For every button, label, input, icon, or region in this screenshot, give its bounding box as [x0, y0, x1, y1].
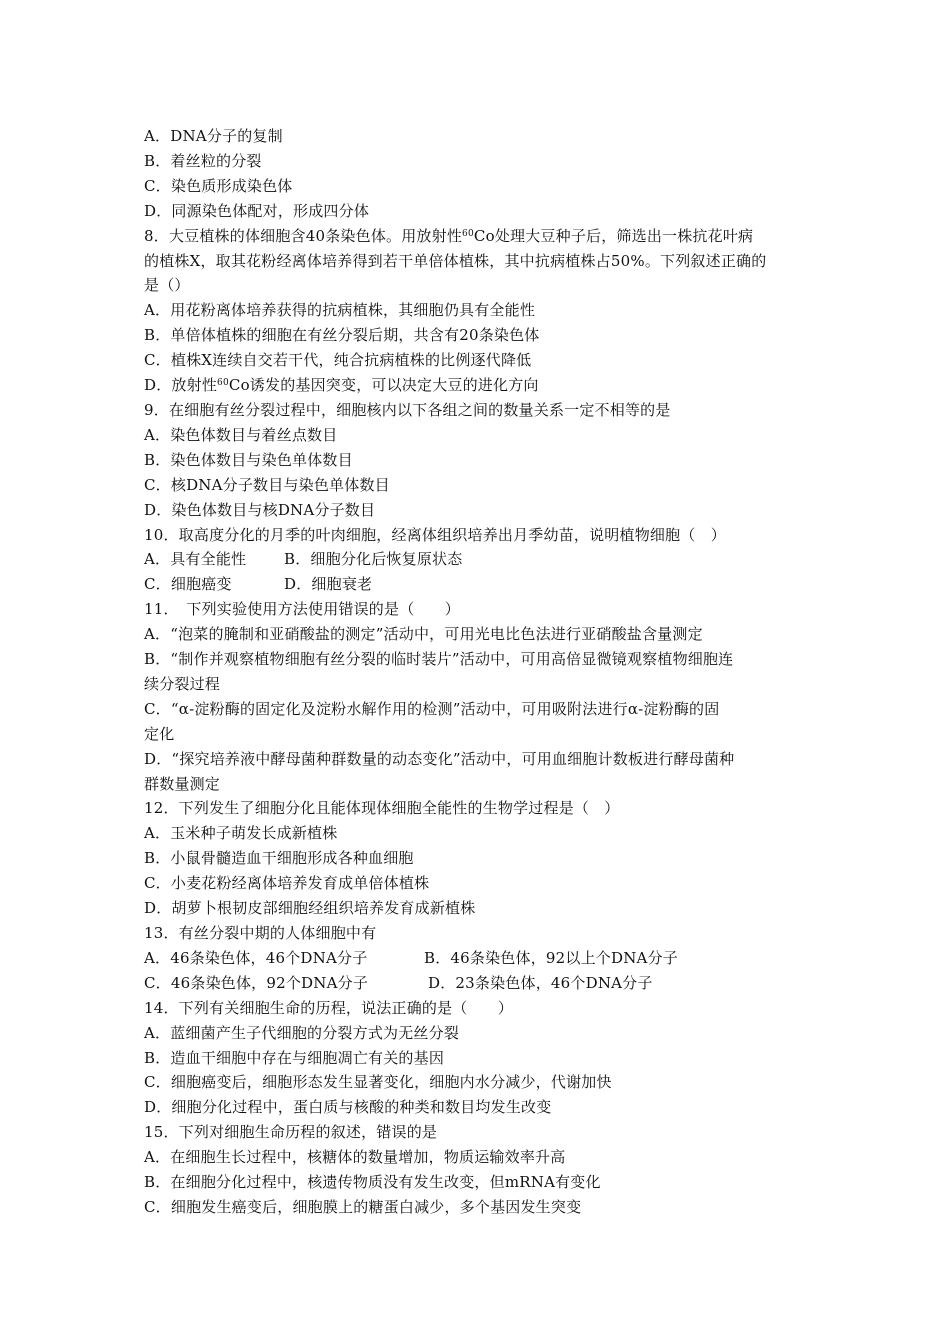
q11-option-d-line1: D．“探究培养液中酵母菌种群数量的动态变化”活动中，可用血细胞计数板进行酵母菌种 [144, 749, 735, 768]
q8-stem-line3: 是（） [144, 276, 190, 295]
document-page [144, 124, 816, 1220]
q10-stem: 10．取高度分化的月季的叶肉细胞，经离体组织培养出月季幼苗，说明植物细胞（ ） [144, 525, 726, 544]
q9-option-d: D．染色体数目与核DNA分子数目 [144, 500, 376, 519]
q15-option-c: C．细胞发生癌变后，细胞膜上的糖蛋白减少，多个基因发生突变 [144, 1197, 582, 1216]
q12-option-d: D．胡萝卜根韧皮部细胞经组织培养发育成新植株 [144, 899, 476, 918]
q15-option-a: A．在细胞生长过程中，核糖体的数量增加，物质运输效率升高 [144, 1148, 566, 1167]
q8-option-b: B．单倍体植株的细胞在有丝分裂后期，共含有20条染色体 [144, 326, 540, 345]
q15-option-b: B．在细胞分化过程中，核遗传物质没有发生改变，但mRNA有变化 [144, 1173, 601, 1192]
q10-options-row1 [144, 547, 816, 572]
q11-option-a: A．“泡菜的腌制和亚硝酸盐的测定”活动中，可用光电比色法进行亚硝酸盐含量测定 [144, 625, 703, 644]
q13-option-c: C．46条染色体，92个DNA分子 [144, 973, 369, 992]
q7-option-b: B．着丝粒的分裂 [144, 151, 262, 170]
q15-stem: 15．下列对细胞生命历程的叙述，错误的是 [144, 1123, 438, 1142]
q10-option-c: C．细胞癌变 [144, 575, 232, 594]
q9-stem: 9．在细胞有丝分裂过程中，细胞核内以下各组之间的数量关系一定不相等的是 [144, 400, 671, 419]
q11-option-d-line2: 群数量测定 [144, 774, 221, 793]
q12-option-b: B．小鼠骨髓造血干细胞形成各种血细胞 [144, 849, 414, 868]
q8-stem-line1: 8．大豆植株的体细胞含40条染色体。用放射性$^{60}$Co处理大豆种子后，筛选出一株抗花叶病 [144, 226, 754, 245]
q9-option-a: A．染色体数目与着丝点数目 [144, 425, 338, 444]
q12-option-c: C．小麦花粉经离体培养发育成单倍体植株 [144, 874, 430, 893]
q7-option-d: D．同源染色体配对，形成四分体 [144, 201, 370, 220]
q11-option-c-line1: C．“α-淀粉酶的固定化及淀粉水解作用的检测”活动中，可用吸附法进行α-淀粉酶的固 [144, 699, 720, 718]
q14-option-a: A．蓝细菌产生子代细胞的分裂方式为无丝分裂 [144, 1023, 460, 1042]
q13-options-row1 [144, 946, 816, 971]
q7-option-a: A．DNA分子的复制 [144, 127, 283, 145]
q14-option-d: D．细胞分化过程中，蛋白质与核酸的种类和数目均发生改变 [144, 1098, 552, 1117]
q10-option-a: A．具有全能性 [144, 550, 247, 569]
q13-options-row2 [144, 971, 816, 996]
q7-option-c: C．染色质形成染色体 [144, 176, 293, 195]
q13-option-b: B．46条染色体，92以上个DNA分子 [424, 948, 678, 967]
q8-option-a: A．用花粉离体培养获得的抗病植株，其细胞仍具有全能性 [144, 301, 536, 320]
q14-option-c: C．细胞癌变后，细胞形态发生显著变化，细胞内水分减少，代谢加快 [144, 1073, 612, 1092]
q8-option-d: D．放射性$^{60}$Co诱发的基因突变，可以决定大豆的进化方向 [144, 376, 539, 395]
q13-stem: 13．有丝分裂中期的人体细胞中有 [144, 924, 377, 942]
q10-option-b: B．细胞分化后恢复原状态 [284, 550, 463, 569]
q11-option-b-line2: 续分裂过程 [144, 674, 221, 693]
q14-stem: 14．下列有关细胞生命的历程，说法正确的是（ ） [144, 998, 514, 1017]
q12-stem: 12．下列发生了细胞分化且能体现体细胞全能性的生物学过程是（ ） [144, 799, 620, 818]
q8-stem-line2: 的植株X，取其花粉经离体培养得到若干单倍体植株，其中抗病植株占50%。下列叙述正确的 [144, 251, 767, 270]
q11-option-b-line1: B．“制作并观察植物细胞有丝分裂的临时装片”活动中，可用高倍显微镜观察植物细胞连 [144, 650, 734, 669]
q10-option-d: D．细胞衰老 [284, 575, 373, 594]
q9-option-c: C．核DNA分子数目与染色单体数目 [144, 475, 390, 494]
q11-stem: 11． 下列实验使用方法使用错误的是（ ） [144, 600, 460, 619]
q13-option-d: D．23条染色体，46个DNA分子 [428, 973, 653, 992]
q10-options-row2 [144, 572, 816, 597]
q11-option-c-line2: 定化 [144, 724, 175, 743]
q8-option-c: C．植株X连续自交若干代，纯合抗病植株的比例逐代降低 [144, 351, 532, 370]
q12-option-a: A．玉米种子萌发长成新植株 [144, 824, 338, 843]
q13-option-a: A．46条染色体，46个DNA分子 [144, 948, 368, 967]
q9-option-b: B．染色体数目与染色单体数目 [144, 450, 353, 469]
q14-option-b: B．造血干细胞中存在与细胞凋亡有关的基因 [144, 1048, 445, 1067]
